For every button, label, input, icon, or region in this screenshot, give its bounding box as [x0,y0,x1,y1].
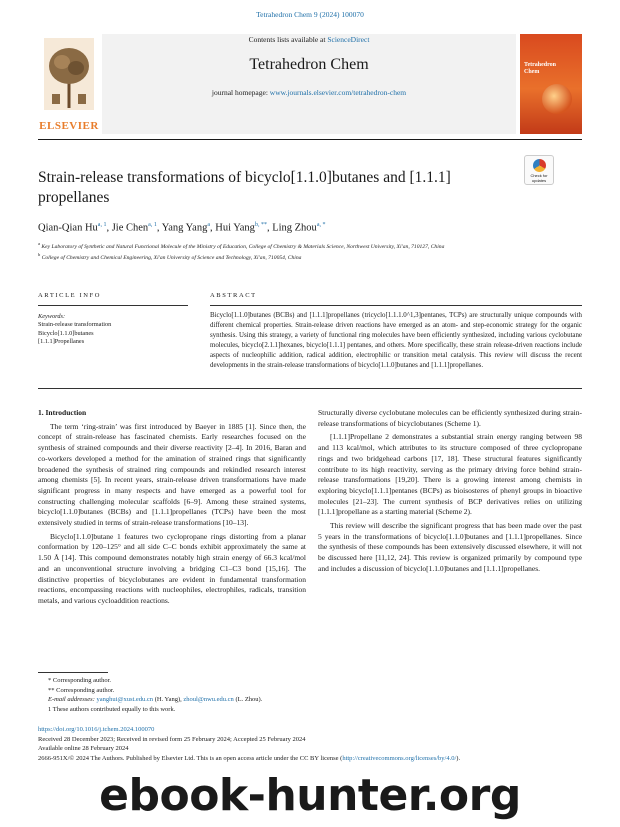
check-updates-label: Check for updates [530,173,548,183]
footnotes [38,676,582,714]
doi-link[interactable]: https://doi.org/10.1016/j.tchem.2024.100070 [38,726,155,733]
email-link-yang[interactable]: yanghui@xust.edu.cn [96,696,154,703]
elsevier-tree-icon [44,38,94,110]
cover-graphic [542,84,572,114]
author-affiliation-marker[interactable]: a, 1 [148,222,157,228]
author-list [38,222,325,234]
author-name: Jie Chen [111,222,149,234]
check-for-updates-badge[interactable] [524,155,554,185]
license-link[interactable]: http://creativecommons.org/licenses/by/4.0/ [342,754,457,762]
abstract-text: Bicyclo[1.1.0]butanes (BCBs) and [1.1.1]propellanes (tricyclo[1.1.1.0^1,3]pentanes, TCPs) are structurally unique compounds with different chemical properties. Strain-release driven reactions have emerged as an atom- and step-economic strategy for the organic synthesis. Using this strategy, a variety of functional ring molecules have been efficiently synthesized, including various cyclobutane molecules, bicyclo[2.1.1]hexanes, bicyclo[1.1.1] pentanes, and others. More specifically, these strain release-driven reactions include aspects of nucleophilic addition, radical addition, electrophilic or transition metal catalysis. This review will discuss the recent developments in the strain-release transformations of bicyclo[1.1.0]butanes and [1.1.1]propellanes. [210,312,582,369]
footnote-rule [38,672,108,673]
keywords-label: Keywords: [38,313,66,320]
footnote-equal-contribution: 1 These authors contributed equally to this work. [48,705,176,713]
masthead [38,34,582,134]
abstract-heading: ABSTRACT [210,292,257,299]
footnote-corresponding-2: ** Corresponding author. [48,686,115,694]
elsevier-logo [38,34,100,134]
author-name: Yang Yang [161,222,208,234]
author-affiliation-marker[interactable]: a [207,222,210,228]
author-name: Hui Yang [215,222,255,234]
elsevier-wordmark: ELSEVIER [39,120,99,132]
affiliations [38,240,582,262]
received-dates: Received 28 December 2023; Received in revised form 25 February 2024; Accepted 25 February 2024 [38,735,306,743]
body-paragraph: Bicyclo[1.1.0]butane 1 features two cyclopropane rings distorting from a planar conformation by 120–125° and all side C–C bonds exhibit approximately the same at 1.50 Å [14]. This compound demonstrates notably high strain energy of 66.3 kcal/mol and an unconventional structure involving a bridging C1–C3 bond [15,16]. The distinctive properties of bicyclobutanes are evident in fundamental transformation reactions, encompassing reactions with nucleophiles, electrophiles, radicals, transition metals, and various cycloaddition reactions. [38,531,306,605]
body-paragraph: Structurally diverse cyclobutane molecules can be efficiently synthesized during strain-release transformations of bicyclobutanes (Scheme 1). [318,408,582,428]
intro-heading: 1. Introduction [38,408,87,417]
body-right-column [318,408,582,578]
affiliation-a: $^a$ Key Laboratory of Synthetic and Natural Functional Molecule of the Ministry of Education, College of Chemistry & Materials Science, Northwest University, Xi'an, 710127, China [38,241,445,250]
body-paragraph: The term ‘ring-strain’ was first introduced by Baeyer in 1885 [1]. Since then, the concept of strain-release has fascinated chemists. Early researches focused on the synthesis of strained compounds and their diverse reactivity [2–4]. In 2016, Baran and co-workers developed a method for the amination of strained rings that significantly broadened the synthesis of strained ring compounds and rekindled research interest among chemists [5]. In recent years, strain-release driven transformations have made significant progress in many respects and have emerged as a powerful tool for constructing challenging molecular scaffolds [6–9]. Among these strained systems, bicyclo[1.1.0]butanes (BCBs) and [1.1.1]propellanes (TCPs) have been the most extensively studied in terms of strain-release transformations [10–13]. [38,421,306,528]
cover-title: Tetrahedron Chem [524,62,557,75]
homepage-line: journal homepage: www.journals.elsevier.com/tetrahedron-chem [211,88,407,97]
author-name: Ling Zhou [272,222,317,234]
available-online-date: Available online 28 February 2024 [38,745,129,753]
abstract-rule [210,305,582,306]
article-info-rule [38,305,188,306]
footnote-emails: E-mail addresses: yanghui@xust.edu.cn (H. Yang), zhoul@nwu.edu.cn (L. Zhou). [48,696,263,703]
affiliation-b: $^b$ College of Chemistry and Chemical Engineering, Xi'an University of Science and Technology, Xi'an, 710054, China [38,251,302,261]
contents-line: Contents lists available at ScienceDirect [248,35,370,44]
journal-header-box [102,34,516,134]
author-affiliation-marker[interactable]: a, 1 [97,222,107,228]
header-rule [38,139,582,140]
article-title: Strain-release transformations of bicyclo[1.1.0]butanes and [1.1.1] propellanes [38,169,451,206]
body-left-column [38,408,306,610]
abstract-bottom-rule [38,388,582,389]
keyword: Strain-release transformation [38,321,112,329]
footnote-corresponding-1: * Corresponding author. [48,677,112,684]
journal-homepage-link[interactable]: www.journals.elsevier.com/tetrahedron-chem [269,88,407,97]
watermark: ebook-hunter.org [99,770,521,821]
journal-cover-image [520,34,582,134]
keyword: Bicyclo[1.1.0]butanes [38,329,94,337]
author-separator: , [266,222,273,234]
body-paragraph: This review will describe the significant progress that has been made over the past 5 years in the transformations of bicyclo[1.1.0]butanes and [1.1.1]propellanes. Since the synthesis of these compounds has been extensively discussed elsewhere, it will not be discussed here [11,12, 24]. This review is organized primarily by compound type and includes a discussion of bicyclo[1.1.0]butanes and [1.1.1]propellanes. [318,521,582,573]
sciencedirect-link[interactable]: ScienceDirect [327,35,370,44]
keywords-block [38,313,188,346]
author-affiliation-marker[interactable]: b, ** [254,222,267,228]
license-line: 2666-951X/© 2024 The Authors. Published by Elsevier Ltd. This is an open access article under the CC BY license (http://creativecommons.org/licenses/by/4.0/). [38,754,461,762]
author-affiliation-marker[interactable]: a, * [316,222,326,228]
publication-info [38,725,598,763]
journal-citation-link[interactable]: Tetrahedron Chem 9 (2024) 100070 [256,10,364,19]
check-updates-icon [533,159,546,172]
journal-name: Tetrahedron Chem [249,56,369,73]
author-name: Qian-Qian Hu [38,222,98,234]
body-paragraph: [1.1.1]Propellane 2 demonstrates a substantial strain energy ranging between 98 and 113 kcal/mol, which attributes to its structure composed of three cyclopropane rings and two bridgehead carbons [17, 18]. These structural features significantly contribute to its high reactivity, serving as the primary driving force behind strain-release transformations [19,20]. There is a growing interest among chemists in exploring bicyclo[1.1.1]pentanes (BCPs) as bioisosteres of phenyl groups in bioactive molecules [21–23]. The current synthesis of BCP derivatives relies on utilizing [1.1.1]propellane as a starting material (Scheme 2). [318,432,582,517]
email-link-zhou[interactable]: zhoul@nwu.edu.cn [183,696,234,703]
author-separator: , [156,222,162,234]
keyword: [1.1.1]Propellanes [38,337,85,345]
author-separator: , [106,222,112,234]
article-info-heading: ARTICLE INFO [38,292,102,299]
author-separator: , [210,222,216,234]
